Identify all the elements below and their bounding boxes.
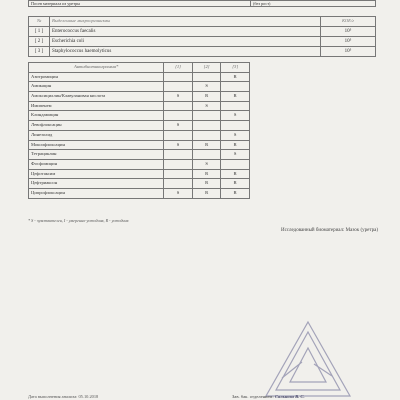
anti-col-2: [2]: [192, 63, 221, 73]
header-table: [28, 0, 376, 7]
antibiotic-row: [29, 121, 250, 131]
micro-header-row: [29, 17, 376, 27]
micro-cell-name: Staphylococcus haemolyticus: [50, 47, 321, 57]
antibiotic-cell-v3: S: [221, 111, 250, 121]
anti-col-1: [1]: [164, 63, 193, 73]
antibiotic-cell-name: Цефотаксим: [29, 169, 164, 179]
antibiotic-cell-v1: S: [164, 121, 193, 131]
antibiotic-cell-name: Линезолид: [29, 130, 164, 140]
antibiotic-cell-v2: R: [192, 140, 221, 150]
antibiotic-row: [29, 150, 250, 160]
antibiotic-row: [29, 82, 250, 92]
antibiotic-row: [29, 169, 250, 179]
antibiotic-cell-v3: S: [221, 150, 250, 160]
antibiotic-cell-v3: [221, 101, 250, 111]
antibiotic-cell-v1: S: [164, 92, 193, 102]
antibiotic-cell-v3: R: [221, 188, 250, 198]
antibiotic-cell-v1: [164, 101, 193, 111]
antibiotic-cell-v3: [221, 121, 250, 131]
antibiotic-row: [29, 92, 250, 102]
antibiotic-cell-v3: R: [221, 179, 250, 189]
antibiotic-cell-v2: R: [192, 92, 221, 102]
antibiotic-cell-v1: [164, 82, 193, 92]
antibiogram-table: [28, 62, 250, 199]
antibiotic-cell-name: Цефтриаксон: [29, 179, 164, 189]
antibiotic-cell-v2: S: [192, 101, 221, 111]
legend-text: * S - чувствителен, I - умеренно-устойчив, R - устойчив: [28, 218, 129, 223]
antibiotic-cell-v2: [192, 150, 221, 160]
antibiotic-cell-v1: [164, 72, 193, 82]
header-right: (без рост): [251, 1, 376, 7]
antibiotic-cell-v2: R: [192, 188, 221, 198]
antibiotic-row: [29, 188, 250, 198]
antibiotic-cell-v1: [164, 130, 193, 140]
triangle-stamp: [262, 318, 354, 400]
antibiotic-cell-v2: S: [192, 82, 221, 92]
micro-cell-num: [ 2 ]: [29, 37, 50, 47]
antibiotic-cell-name: Ципрофлоксацин: [29, 188, 164, 198]
micro-row: [29, 37, 376, 47]
microorganisms-table: [28, 16, 376, 57]
antibiotic-cell-name: Тетрациклин: [29, 150, 164, 160]
antibiotic-row: [29, 72, 250, 82]
antibiotic-row: [29, 111, 250, 121]
head-signature: Сальнова В. С.: [274, 394, 305, 399]
head-label: Зав. бак. отделением:: [232, 394, 274, 399]
antibiotic-cell-v3: [221, 159, 250, 169]
antibiotic-cell-v1: [164, 159, 193, 169]
head-of-department: [232, 394, 305, 399]
micro-cell-koe: 10⁵: [321, 47, 376, 57]
antibiotic-cell-name: Фосфомицин: [29, 159, 164, 169]
antibiotic-cell-v2: [192, 130, 221, 140]
antibiotic-cell-v2: R: [192, 169, 221, 179]
antibiotic-cell-name: Клиндамицин: [29, 111, 164, 121]
header-left: Посев материала из уретры: [29, 1, 251, 7]
micro-col-num: №: [29, 17, 50, 27]
antibiotic-cell-v2: R: [192, 179, 221, 189]
antibiotic-cell-v3: R: [221, 140, 250, 150]
micro-cell-num: [ 1 ]: [29, 27, 50, 37]
antibiotic-cell-v2: S: [192, 159, 221, 169]
antibiotic-cell-v1: [164, 111, 193, 121]
antibiotic-row: [29, 179, 250, 189]
antibiotic-cell-v2: [192, 72, 221, 82]
antibiotic-cell-v2: [192, 111, 221, 121]
biomaterial-text: Исследованный биоматериал: Мазок (уретра): [280, 228, 378, 233]
micro-col-koe: КОЕ/г: [321, 17, 376, 27]
antibiotic-cell-name: Амикацин: [29, 82, 164, 92]
antibiotic-cell-v1: S: [164, 140, 193, 150]
micro-cell-koe: 10⁵: [321, 37, 376, 47]
antibiotic-cell-name: Азитромицин: [29, 72, 164, 82]
antibiotic-cell-name: Моксифлоксацин: [29, 140, 164, 150]
anti-col-3: [3]: [221, 63, 250, 73]
anti-col-name: Антибиотикограмма*: [29, 63, 164, 73]
antibiotic-cell-v3: R: [221, 169, 250, 179]
micro-row: [29, 47, 376, 57]
micro-col-name: Выделенные микроорганизмы: [50, 17, 321, 27]
antibiotic-cell-v1: [164, 179, 193, 189]
antibiotic-cell-v3: R: [221, 72, 250, 82]
antibiotic-row: [29, 140, 250, 150]
antibiotic-cell-v3: [221, 82, 250, 92]
micro-cell-num: [ 3 ]: [29, 47, 50, 57]
antibiotic-cell-name: Амоксициллин/Клавулановая кислота: [29, 92, 164, 102]
antibiotic-row: [29, 159, 250, 169]
micro-cell-name: Escherichia coli: [50, 37, 321, 47]
antibiotic-cell-v1: [164, 169, 193, 179]
antibiotic-cell-name: Имипенем: [29, 101, 164, 111]
anti-header-row: [29, 63, 250, 73]
micro-cell-name: Enterococcus faecalis: [50, 27, 321, 37]
antibiotic-cell-v3: S: [221, 130, 250, 140]
antibiotic-row: [29, 130, 250, 140]
antibiotic-cell-name: Левофлоксацин: [29, 121, 164, 131]
micro-cell-koe: 10⁵: [321, 27, 376, 37]
antibiotic-row: [29, 101, 250, 111]
antibiotic-cell-v1: S: [164, 188, 193, 198]
antibiotic-cell-v3: R: [221, 92, 250, 102]
micro-row: [29, 27, 376, 37]
analysis-date: Дата выполнения анализа: 05.10.2018: [28, 394, 99, 399]
antibiotic-cell-v2: [192, 121, 221, 131]
antibiotic-cell-v1: [164, 150, 193, 160]
